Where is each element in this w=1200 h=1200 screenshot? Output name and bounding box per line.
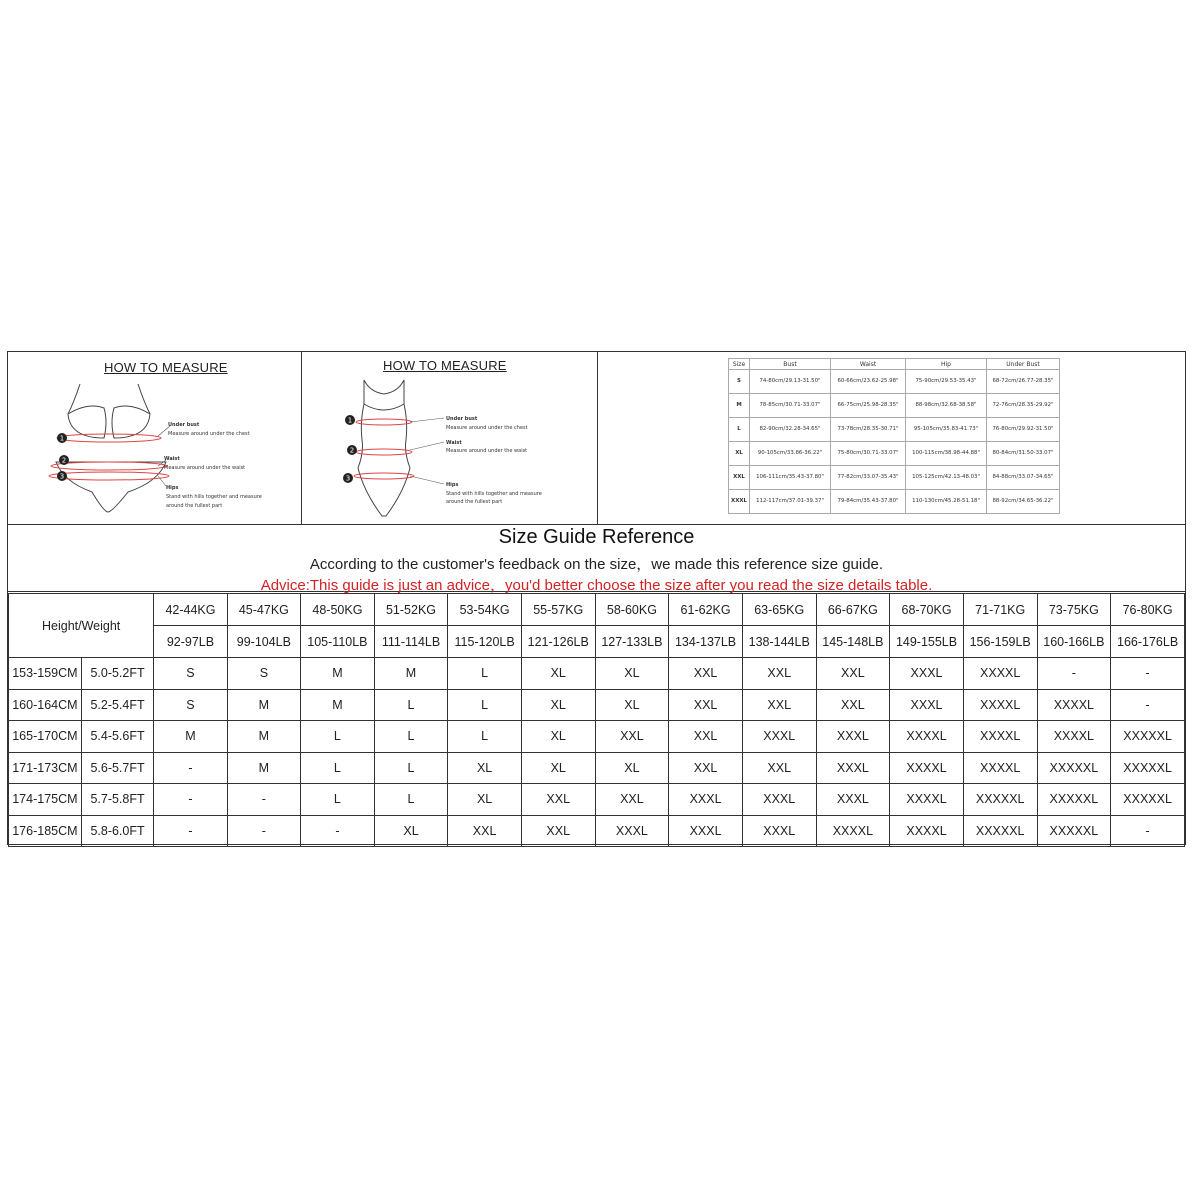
size-cell: XXXXXL [1111, 784, 1185, 816]
size-cell: XXXXXL [1037, 815, 1111, 847]
bikini-strap-left [68, 384, 80, 414]
size-cell: XXXXXL [963, 815, 1037, 847]
size-cell: L [301, 752, 375, 784]
size-cell: XXL [448, 815, 522, 847]
underbust-line [356, 419, 412, 425]
size-cell: XXXL [669, 815, 743, 847]
weight-lb-header: 111-114LB [374, 626, 448, 658]
size-cell: XL [521, 721, 595, 753]
size-cell: M [374, 658, 448, 690]
size-cell: M [301, 689, 375, 721]
bikini-cup-right [112, 406, 150, 438]
size-cell: - [154, 784, 227, 816]
weight-lb-header: 149-155LB [890, 626, 964, 658]
size-cell: XXXXL [890, 752, 964, 784]
point-label: Waist [446, 440, 462, 446]
point-label: Hips [446, 482, 459, 488]
weight-lb-header: 138-144LB [742, 626, 816, 658]
weight-kg-header: 58-60KG [595, 594, 669, 626]
measurement-row [729, 466, 1060, 490]
weight-lb-header: 92-97LB [154, 626, 227, 658]
size-cell: S [154, 689, 227, 721]
marker-1: 1 [347, 416, 353, 425]
size-cell: XL [374, 815, 448, 847]
point-desc: around the fullest part [446, 499, 503, 505]
weight-kg-row [9, 594, 1185, 626]
measurement-bust-cell: 82-90cm/32.28-34.65" [750, 418, 831, 442]
measurement-row [729, 490, 1060, 514]
size-cell: M [301, 658, 375, 690]
measurement-row [729, 442, 1060, 466]
weight-lb-header: 156-159LB [963, 626, 1037, 658]
size-cell: XXXL [890, 658, 964, 690]
weight-kg-header: 61-62KG [669, 594, 743, 626]
size-row [9, 689, 1185, 721]
measurement-size-cell: XL [729, 442, 750, 466]
point-desc: Measure around under the waist [164, 465, 246, 471]
weight-lb-header: 145-148LB [816, 626, 890, 658]
measurement-bust-cell: 78-85cm/30.71-33.07" [750, 394, 831, 418]
waist-line [51, 462, 167, 470]
size-cell: XXXL [742, 784, 816, 816]
measurement-header: Bust [750, 359, 831, 370]
size-cell: XXXXL [890, 815, 964, 847]
measurement-waist-cell: 60-66cm/23.62-25.98" [831, 370, 906, 394]
weight-lb-header: 160-166LB [1037, 626, 1111, 658]
size-cell: XXXXXL [1111, 721, 1185, 753]
measurement-row [729, 370, 1060, 394]
weight-kg-header: 71-71KG [963, 594, 1037, 626]
point-desc: Measure around under the chest [446, 425, 528, 431]
size-cell: XXXL [890, 689, 964, 721]
measurement-bust-cell: 112-117cm/37.01-39.37" [750, 490, 831, 514]
measurement-size-cell: S [729, 370, 750, 394]
height-ft-cell: 5.7-5.8FT [81, 784, 153, 816]
size-cell: L [374, 721, 448, 753]
size-cell: XXXXL [963, 658, 1037, 690]
size-cell: XL [448, 752, 522, 784]
height-cm-cell: 165-170CM [9, 721, 82, 753]
size-cell: XXL [669, 752, 743, 784]
size-cell: - [1111, 658, 1185, 690]
measurement-hip-cell: 110-130cm/45.28-51.18" [906, 490, 987, 514]
size-cell: L [374, 689, 448, 721]
reference-advice: Advice:This guide is just an advice，you'd better choose the size after you read the size details table. [260, 577, 933, 594]
size-cell: S [154, 658, 227, 690]
size-cell: - [1037, 658, 1111, 690]
size-cell: L [448, 721, 522, 753]
size-table [8, 593, 1185, 847]
weight-kg-header: 48-50KG [301, 594, 375, 626]
size-cell: XXL [669, 721, 743, 753]
point-label: Under bust [168, 422, 200, 428]
size-guide-sheet [7, 351, 1186, 845]
weight-kg-header: 66-67KG [816, 594, 890, 626]
weight-lb-header: 134-137LB [669, 626, 743, 658]
size-cell: S [227, 658, 300, 690]
size-cell: XXXXL [890, 721, 964, 753]
size-cell: XXL [521, 784, 595, 816]
weight-kg-header: 51-52KG [374, 594, 448, 626]
measurement-row [729, 394, 1060, 418]
panel-title: HOW TO MEASURE [104, 360, 228, 375]
size-cell: XXXXL [816, 815, 890, 847]
size-cell: M [227, 689, 300, 721]
marker-2: 2 [349, 446, 355, 455]
measurement-header: Waist [831, 359, 906, 370]
marker-3: 3 [345, 474, 351, 483]
underbust-line [57, 434, 161, 442]
weight-kg-header: 42-44KG [154, 594, 227, 626]
size-cell: M [227, 721, 300, 753]
size-cell: XXXL [742, 815, 816, 847]
height-ft-cell: 5.0-5.2FT [81, 658, 153, 690]
measurement-bust-cell: 74-80cm/29.13-31.50" [750, 370, 831, 394]
size-cell: XXL [595, 721, 669, 753]
measurement-hip-cell: 88-98cm/32.68-38.58" [906, 394, 987, 418]
size-cell: L [374, 752, 448, 784]
point-label: Hips [166, 485, 179, 491]
size-cell: XXL [742, 752, 816, 784]
point-label: Waist [164, 456, 180, 462]
size-cell: XXXL [816, 784, 890, 816]
size-cell: XXXXL [890, 784, 964, 816]
measurement-under-bust-cell: 88-92cm/34.65-36.22" [987, 490, 1060, 514]
weight-lb-header: 99-104LB [227, 626, 300, 658]
measurement-bust-cell: 106-111cm/35.43-37.80" [750, 466, 831, 490]
point-label: Under bust [446, 416, 478, 422]
measurement-under-bust-cell: 76-80cm/29.92-31.50" [987, 418, 1060, 442]
weight-lb-header: 105-110LB [301, 626, 375, 658]
bikini-diagram [8, 352, 302, 524]
height-ft-cell: 5.4-5.6FT [81, 721, 153, 753]
marker-3: 3 [59, 472, 65, 481]
bikini-strap-right [138, 384, 150, 414]
size-cell: M [227, 752, 300, 784]
size-row [9, 784, 1185, 816]
size-cell: L [301, 721, 375, 753]
measurement-waist-cell: 66-75cm/25.98-28.35" [831, 394, 906, 418]
weight-lb-header: 121-126LB [521, 626, 595, 658]
height-ft-cell: 5.2-5.4FT [81, 689, 153, 721]
marker-2: 2 [61, 456, 67, 465]
size-cell: L [301, 784, 375, 816]
size-cell: - [1111, 689, 1185, 721]
measurement-waist-cell: 79-84cm/35.43-37.80" [831, 490, 906, 514]
height-cm-cell: 160-164CM [9, 689, 82, 721]
point-desc: Stand with hills together and measure [446, 491, 542, 497]
weight-kg-header: 68-70KG [890, 594, 964, 626]
size-cell: XXXXXL [1037, 784, 1111, 816]
measurement-bust-cell: 90-105cm/33.86-36.22" [750, 442, 831, 466]
weight-lb-header: 127-133LB [595, 626, 669, 658]
onepiece-body [358, 380, 410, 516]
height-ft-cell: 5.6-5.7FT [81, 752, 153, 784]
weight-kg-header: 76-80KG [1111, 594, 1185, 626]
size-row [9, 815, 1185, 847]
size-cell: XXXL [742, 721, 816, 753]
size-cell: XXXL [816, 721, 890, 753]
weight-kg-header: 73-75KG [1037, 594, 1111, 626]
point-desc: around the fullest part [166, 503, 223, 509]
size-guide-reference [8, 524, 1185, 592]
size-cell: XXXL [669, 784, 743, 816]
hip-line [354, 473, 414, 479]
measurement-table-panel [598, 352, 1187, 524]
size-cell: XL [595, 658, 669, 690]
reference-description: According to the customer's feedback on the size，we made this reference size guide. [309, 556, 884, 573]
point-desc: Measure around under the waist [446, 448, 528, 454]
measurement-row [729, 418, 1060, 442]
height-cm-cell: 171-173CM [9, 752, 82, 784]
size-cell: M [154, 721, 227, 753]
point-desc: Measure around under the chest [168, 431, 250, 437]
size-cell: XXXL [816, 752, 890, 784]
weight-kg-header: 45-47KG [227, 594, 300, 626]
size-cell: XXL [669, 689, 743, 721]
measurement-header: Size [729, 359, 750, 370]
size-cell: XL [521, 658, 595, 690]
marker-1: 1 [59, 434, 65, 443]
size-cell: XXXL [595, 815, 669, 847]
size-cell: XXXXXL [963, 784, 1037, 816]
measurement-hip-cell: 100-115cm/38.98-44.88" [906, 442, 987, 466]
size-row [9, 721, 1185, 753]
size-cell: XXXXL [1037, 689, 1111, 721]
measurement-under-bust-cell: 84-88cm/33.07-34.65" [987, 466, 1060, 490]
size-cell: - [227, 784, 300, 816]
size-cell: XXXXL [1037, 721, 1111, 753]
size-cell: XL [448, 784, 522, 816]
measurement-hip-cell: 95-105cm/35.83-41.73" [906, 418, 987, 442]
how-to-measure-panel-onepiece [302, 352, 598, 524]
size-cell: XXXXXL [1037, 752, 1111, 784]
weight-kg-header: 63-65KG [742, 594, 816, 626]
size-cell: XXXXL [963, 752, 1037, 784]
measurement-header-row [729, 359, 1060, 370]
point-desc: Stand with hills together and measure [166, 494, 262, 500]
size-cell: XL [521, 689, 595, 721]
size-cell: - [227, 815, 300, 847]
size-row [9, 752, 1185, 784]
onepiece-diagram [302, 352, 598, 524]
size-cell: - [1111, 815, 1185, 847]
size-cell: - [154, 815, 227, 847]
size-cell: XL [521, 752, 595, 784]
measurement-size-cell: XXL [729, 466, 750, 490]
weight-kg-header: 55-57KG [521, 594, 595, 626]
size-cell: L [374, 784, 448, 816]
size-cell: XXL [669, 658, 743, 690]
weight-lb-row [9, 626, 1185, 658]
size-cell: XXL [521, 815, 595, 847]
bikini-cup-left [68, 406, 106, 438]
weight-kg-header: 53-54KG [448, 594, 522, 626]
height-cm-cell: 174-175CM [9, 784, 82, 816]
measurement-header: Under Bust [987, 359, 1060, 370]
size-cell: XL [595, 752, 669, 784]
size-cell: XXXXXL [1111, 752, 1185, 784]
measurement-hip-cell: 75-90cm/29.53-35.43" [906, 370, 987, 394]
waist-line [356, 449, 412, 455]
size-cell: L [448, 689, 522, 721]
measurement-header: Hip [906, 359, 987, 370]
reference-title: Size Guide Reference [498, 526, 695, 548]
size-cell: XXXXL [963, 721, 1037, 753]
measurement-size-cell: L [729, 418, 750, 442]
size-cell: - [301, 815, 375, 847]
height-cm-cell: 153-159CM [9, 658, 82, 690]
measurement-waist-cell: 73-78cm/28.35-30.71" [831, 418, 906, 442]
size-cell: L [448, 658, 522, 690]
measurement-size-cell: XXXL [729, 490, 750, 514]
height-ft-cell: 5.8-6.0FT [81, 815, 153, 847]
measurement-size-cell: M [729, 394, 750, 418]
height-cm-cell: 176-185CM [9, 815, 82, 847]
measurement-waist-cell: 77-82cm/33.07-35.43" [831, 466, 906, 490]
size-cell: - [154, 752, 227, 784]
size-row [9, 658, 1185, 690]
size-cell: XXL [816, 658, 890, 690]
panel-title: HOW TO MEASURE [383, 358, 507, 373]
size-cell: XXL [816, 689, 890, 721]
measurement-under-bust-cell: 72-76cm/28.35-29.92" [987, 394, 1060, 418]
size-cell: XL [595, 689, 669, 721]
measurement-waist-cell: 75-80cm/30.71-33.07" [831, 442, 906, 466]
weight-lb-header: 115-120LB [448, 626, 522, 658]
size-cell: XXXXL [963, 689, 1037, 721]
size-cell: XXL [742, 658, 816, 690]
measurement-under-bust-cell: 68-72cm/26.77-28.35" [987, 370, 1060, 394]
size-cell: XXL [742, 689, 816, 721]
how-to-measure-panel-bikini [8, 352, 302, 524]
measurement-under-bust-cell: 80-84cm/31.50-33.07" [987, 442, 1060, 466]
corner-label: Height/Weight [9, 594, 154, 658]
measurement-hip-cell: 105-125cm/42.13-48.03" [906, 466, 987, 490]
size-cell: XXL [595, 784, 669, 816]
weight-lb-header: 166-176LB [1111, 626, 1185, 658]
measurement-table [728, 358, 1060, 514]
